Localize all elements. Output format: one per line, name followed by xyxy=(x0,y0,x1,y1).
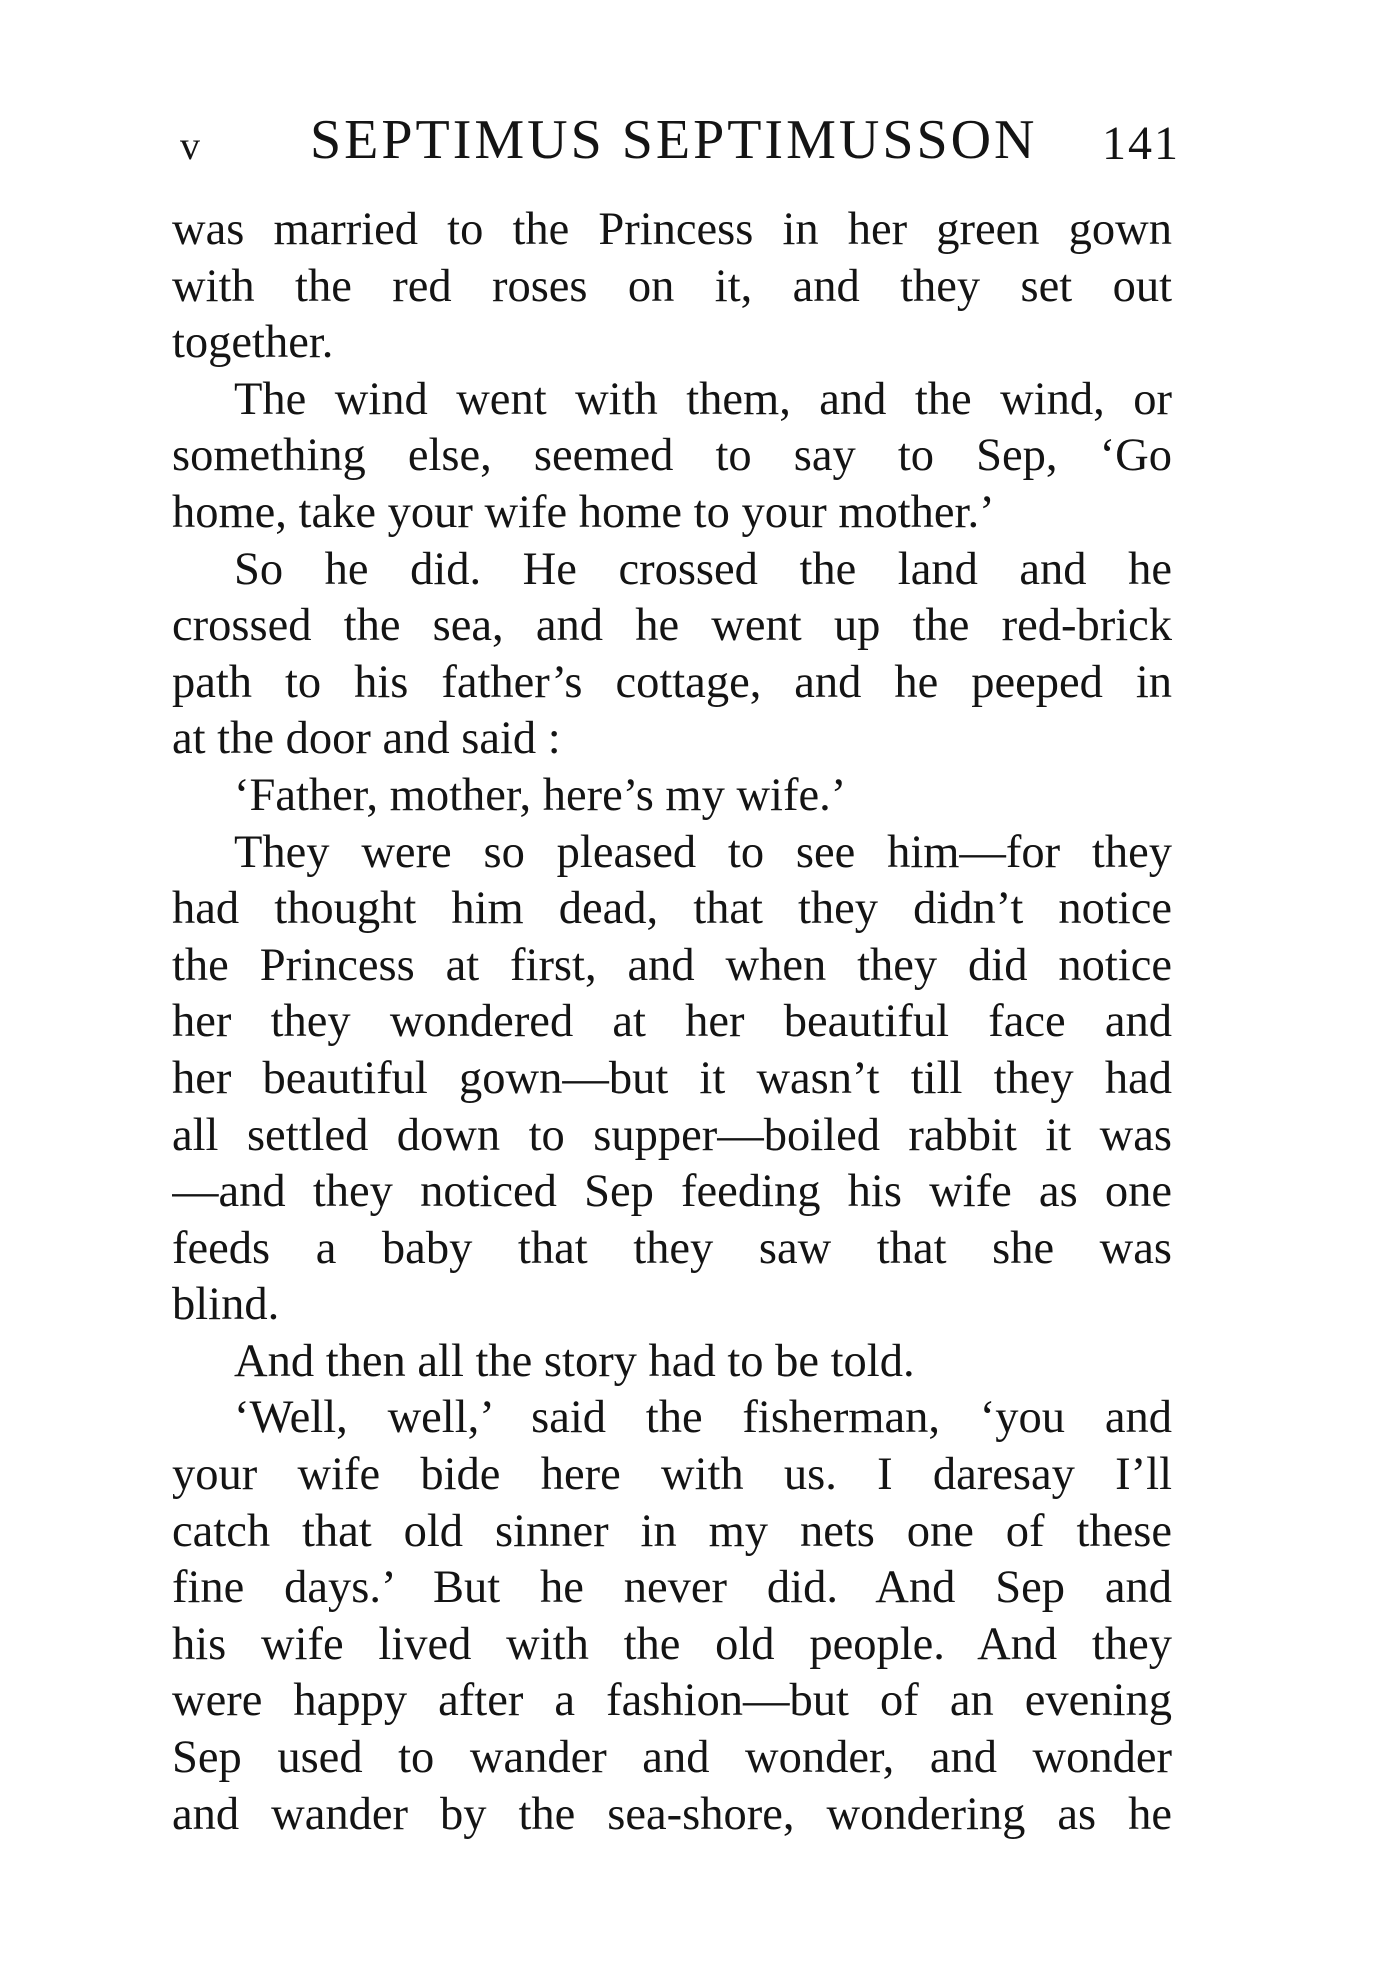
text-line: —and they noticed Sep feeding his wife as one xyxy=(172,1166,1172,1218)
text-line: her beautiful gown—but it wasn’t till they had xyxy=(172,1052,1172,1104)
text-line: blind. xyxy=(172,1279,280,1331)
text-line: something else, seemed to say to Sep, ‘Go xyxy=(172,430,1172,482)
text-line: at the door and said : xyxy=(172,713,561,765)
text-line: ‘Well, well,’ said the fisherman, ‘you and xyxy=(234,1392,1172,1444)
text-line: with the red roses on it, and they set out xyxy=(172,260,1172,312)
text-line: her they wondered at her beautiful face and xyxy=(172,996,1172,1048)
text-line: your wife bide here with us. I daresay I’ll xyxy=(172,1449,1172,1501)
text-line: fine days.’ But he never did. And Sep and xyxy=(172,1562,1172,1614)
text-line: and wander by the sea-shore, wondering as he xyxy=(172,1788,1172,1840)
text-line: feeds a baby that they saw that she was xyxy=(172,1222,1172,1274)
text-line: had thought him dead, that they didn’t notice xyxy=(172,883,1172,935)
text-line: They were so pleased to see him—for they xyxy=(234,826,1172,878)
text-line: was married to the Princess in her green gown xyxy=(172,204,1172,255)
text-line: catch that old sinner in my nets one of these xyxy=(172,1505,1172,1557)
text-line: The wind went with them, and the wind, or xyxy=(234,373,1172,425)
text-line: ‘Father, mother, here’s my wife.’ xyxy=(234,769,847,821)
text-line: the Princess at first, and when they did notice xyxy=(172,939,1172,991)
page-number: 141 xyxy=(1102,117,1180,170)
text-line: So he did. He crossed the land and he xyxy=(234,543,1172,595)
text-line: crossed the sea, and he went up the red-brick xyxy=(172,600,1172,652)
running-title: SEPTIMUS SEPTIMUSSON xyxy=(310,109,1038,171)
text-line: Sep used to wander and wonder, and wonder xyxy=(172,1732,1172,1784)
text-line: home, take your wife home to your mother.’ xyxy=(172,486,995,538)
text-line: all settled down to supper—boiled rabbit it was xyxy=(172,1109,1172,1161)
text-line: together. xyxy=(172,317,334,369)
text-line: path to his father’s cottage, and he peeped in xyxy=(172,656,1172,708)
text-line: And then all the story had to be told. xyxy=(234,1335,915,1387)
text-line: were happy after a fashion—but of an evening xyxy=(172,1675,1172,1727)
running-header xyxy=(180,108,1180,188)
body-text xyxy=(172,202,1172,1843)
text-line: his wife lived with the old people. And they xyxy=(172,1618,1172,1670)
chapter-number: v xyxy=(180,123,200,168)
